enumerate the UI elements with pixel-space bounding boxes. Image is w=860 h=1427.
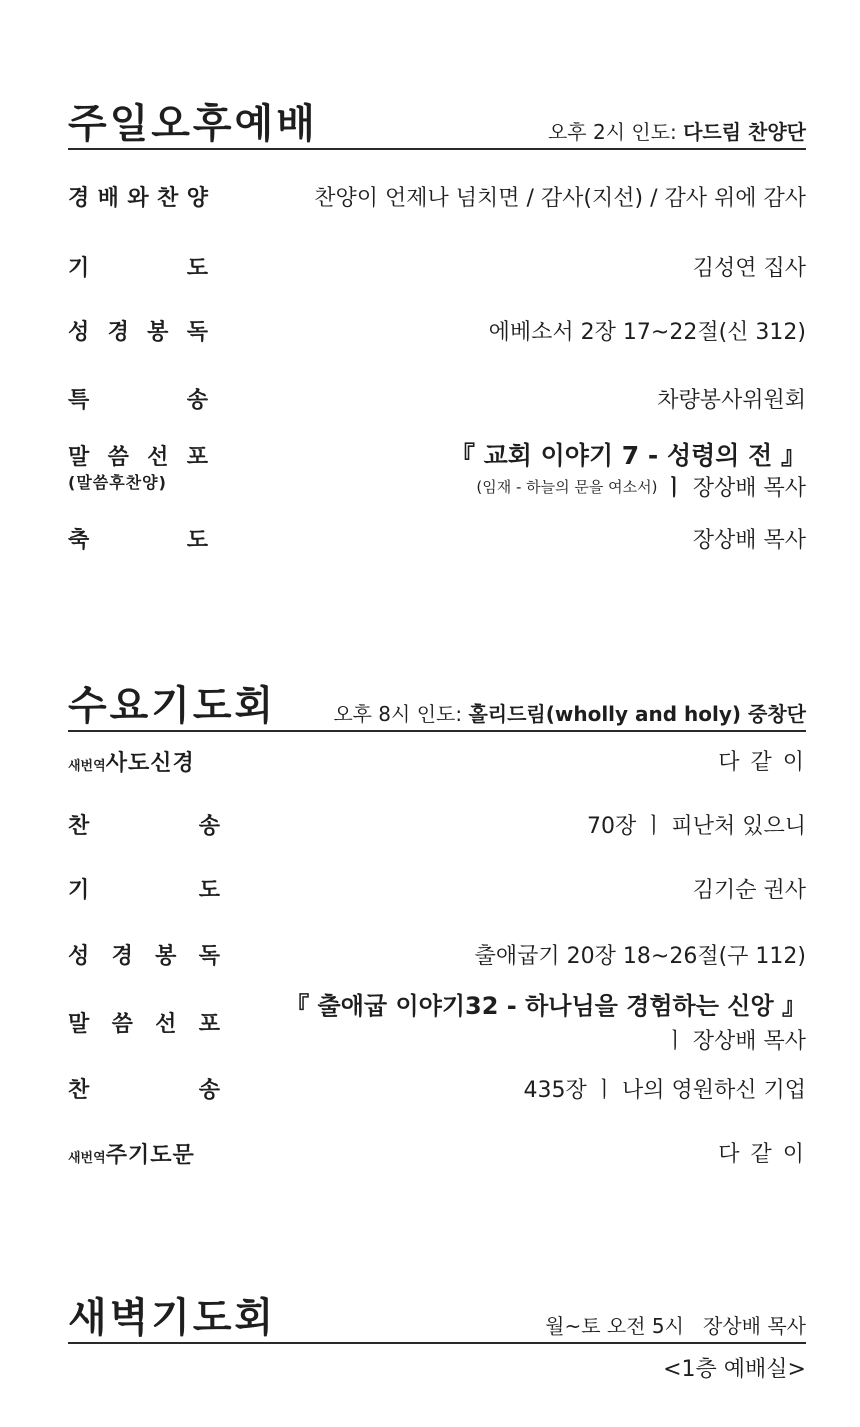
order-value-special-song: 차량봉사위원회 bbox=[657, 387, 806, 413]
order-row-creed bbox=[68, 740, 806, 780]
order-label-wed-sermon: 말 씀 선 포 bbox=[68, 1011, 220, 1037]
order-label-sermon: 말 씀 선 포 bbox=[68, 444, 208, 470]
order-value-hymn-2: 435장 ㅣ 나의 영원하신 기업 bbox=[523, 1077, 806, 1103]
dawn-service-meta: 월~토 오전 5시 장상배 목사 bbox=[545, 1314, 806, 1338]
order-row-hymn-1 bbox=[68, 804, 806, 844]
order-label-creed: 새번역 사도신경 bbox=[68, 751, 195, 776]
sunday-service-section bbox=[68, 94, 806, 150]
order-value-prayer: 김성연 집사 bbox=[692, 255, 806, 281]
dawn-service-title: 새벽기도회 bbox=[68, 1295, 277, 1341]
sunday-service-leader: 다드림 찬양단 bbox=[683, 120, 806, 144]
order-value-lords-prayer: 다 같 이 bbox=[718, 1141, 806, 1167]
order-label-lords-prayer: 새번역 주기도문 bbox=[68, 1143, 195, 1168]
order-value-wed-prayer: 김기순 권사 bbox=[692, 877, 806, 903]
order-row-reading bbox=[68, 310, 806, 350]
order-sublabel-sermon: (말씀후찬양) bbox=[68, 473, 167, 492]
sermon-preacher: 장상배 목사 bbox=[692, 475, 806, 501]
wednesday-service-meta bbox=[333, 704, 806, 724]
sermon-title: 『 교회 이야기 7 - 성령의 전 』 bbox=[449, 441, 806, 470]
order-row-hymn-2 bbox=[68, 1068, 806, 1108]
sermon-hymn: (임재 - 하늘의 문을 여소서) bbox=[476, 477, 658, 496]
wednesday-service-header bbox=[68, 676, 806, 732]
order-row-wed-reading bbox=[68, 934, 806, 974]
order-label-worship: 경 배 와 찬 양 bbox=[68, 185, 208, 211]
sunday-service-meta bbox=[548, 122, 806, 142]
dawn-service-header bbox=[68, 1288, 806, 1344]
order-label-special-song: 특 송 bbox=[68, 387, 208, 413]
wednesday-service-title: 수요기도회 bbox=[68, 683, 277, 729]
order-value-creed: 다 같 이 bbox=[718, 749, 806, 775]
order-label-hymn-2: 찬 송 bbox=[68, 1077, 220, 1103]
order-row-sermon bbox=[68, 440, 806, 500]
order-row-wed-sermon bbox=[68, 984, 806, 1060]
order-value-reading: 에베소서 2장 17~22절(신 312) bbox=[488, 319, 806, 345]
order-label-hymn-1: 찬 송 bbox=[68, 813, 220, 839]
order-row-lords-prayer bbox=[68, 1132, 806, 1172]
order-value-wed-reading: 출애굽기 20장 18~26절(구 112) bbox=[474, 943, 806, 969]
order-label-wed-prayer: 기 도 bbox=[68, 877, 220, 903]
order-label-reading: 성 경 봉 독 bbox=[68, 319, 208, 345]
order-value-worship: 찬양이 언제나 넘치면 / 감사(지선) / 감사 위에 감사 bbox=[314, 185, 806, 211]
sunday-service-title: 주일오후예배 bbox=[68, 101, 318, 147]
sunday-service-time: 오후 2시 인도: bbox=[547, 120, 677, 144]
order-label-wed-reading: 성 경 봉 독 bbox=[68, 943, 220, 969]
dawn-service-section bbox=[68, 1288, 806, 1382]
sermon-detail bbox=[476, 468, 806, 504]
order-row-benediction bbox=[68, 518, 806, 558]
wednesday-service-section bbox=[68, 676, 806, 732]
order-row-prayer bbox=[68, 246, 806, 286]
order-label-prayer: 기 도 bbox=[68, 255, 208, 281]
wednesday-service-leader: 홀리드림(wholly and holy) 중창단 bbox=[468, 702, 806, 726]
order-label-benediction: 축 도 bbox=[68, 527, 208, 553]
wed-sermon-preacher: ㅣ 장상배 목사 bbox=[664, 1028, 806, 1054]
wednesday-service-time: 오후 8시 인도: bbox=[333, 702, 463, 726]
dawn-service-location: <1층 예배실> bbox=[663, 1357, 806, 1382]
wed-sermon-title: 『 출애굽 이야기32 - 하나님을 경험하는 신앙 』 bbox=[285, 991, 806, 1020]
order-value-hymn-1: 70장 ㅣ 피난처 있으니 bbox=[587, 813, 806, 839]
order-row-special-song bbox=[68, 378, 806, 418]
sermon-separator: ㅣ bbox=[663, 475, 685, 501]
order-row-wed-prayer bbox=[68, 868, 806, 908]
sunday-service-header bbox=[68, 94, 806, 150]
order-value-benediction: 장상배 목사 bbox=[692, 527, 806, 553]
order-row-worship bbox=[68, 176, 806, 216]
